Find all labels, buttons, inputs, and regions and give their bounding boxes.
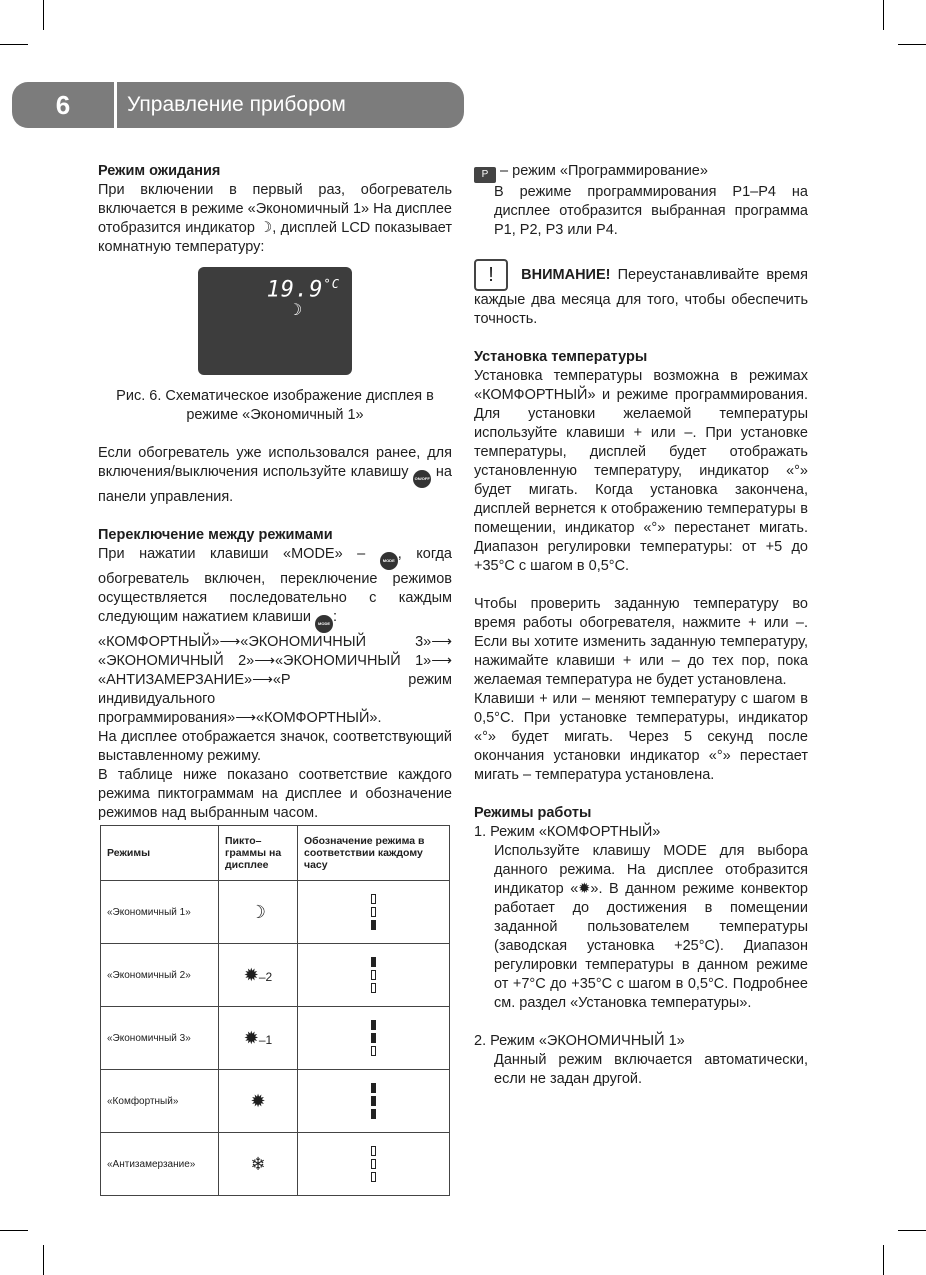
table-header: Пикто–граммы на дисплее bbox=[219, 826, 298, 881]
left-column bbox=[98, 162, 452, 823]
temp-paragraph-1: Установка температуры возможна в режимах «КОМФОРТНЫЙ» и режиме программирования. Для установки желаемой температуры используйте клавиши + или –. При установке температуры, дисплей будет отображать установленную температуру, индикатор «°» будет мигать. Когда установка закончена, дисплей вернется к отображению температуры в помещении, индикатор «°» перестанет мигать. Диапазон регулировки температуры: от +5 до +35°С с шагом в 0,5°С. bbox=[474, 368, 808, 574]
hour-bars bbox=[298, 881, 450, 944]
table-row: «Экономичный 1» ☽ bbox=[101, 881, 450, 944]
temp-paragraph-2: Чтобы проверить заданную температуру во время работы обогревателя, нажмите + или –. Если вы хотите изменить заданную температуру, нажимайте клавиши + или – до тех пор, пока желаемая температура не будет установлена. bbox=[474, 596, 808, 688]
moon-icon: ☽ bbox=[259, 220, 273, 236]
table-row: «Экономичный 3» ✹–1 bbox=[101, 1007, 450, 1070]
temp-paragraph-3: Клавиши + или – меняют температуру с шагом в 0,5°С. При установке температуры, индикатор «°» будет мигать. Через 5 секунд после окончания установки индикатор «°» перестает мигать – температура установлена. bbox=[474, 691, 808, 783]
page-title: Управление прибором bbox=[127, 93, 346, 116]
standby-text: При включении в первый раз, обогреватель включается в режиме «Экономичный 1» На дисплее отобразится индикатор ☽, дисплей LCD показывает комнатную температуру: bbox=[98, 182, 452, 255]
hour-bars bbox=[298, 1007, 450, 1070]
crop-mark bbox=[883, 1245, 884, 1275]
hour-bars bbox=[298, 1133, 450, 1196]
mode-key-icon: MODE bbox=[380, 552, 398, 570]
temp-heading: Установка температуры bbox=[474, 349, 648, 365]
used-text: Если обогреватель уже использовался ранее, для включения/выключения используйте клавишу ON/OFF на панели управления. bbox=[98, 445, 452, 505]
crop-mark bbox=[0, 1230, 28, 1231]
program-icon: P bbox=[474, 167, 496, 183]
hour-bars bbox=[298, 944, 450, 1007]
mode2-title: 2. Режим «ЭКОНОМИЧНЫЙ 1» bbox=[474, 1033, 685, 1049]
power-key-icon: ON/OFF bbox=[413, 470, 431, 488]
crop-mark bbox=[898, 1230, 926, 1231]
switch-text: При нажатии клавиши «MODE» – MODE , когда обогреватель включен, переключение режимов осуществляется последовательно с каждым следующим нажатием клавиши MODE : bbox=[98, 545, 452, 633]
mode1-title: 1. Режим «КОМФОРТНЫЙ» bbox=[474, 824, 661, 840]
mode-key-icon: MODE bbox=[315, 615, 333, 633]
figure-caption: Рис. 6. Схематическое изображение дисплея в режиме «Экономичный 1» bbox=[116, 388, 434, 423]
mode2-text: Данный режим включается автоматически, если не задан другой. bbox=[494, 1052, 808, 1087]
crop-mark bbox=[898, 44, 926, 45]
switch-text-4: В таблице ниже показано соответствие каждого режима пиктограммам на дисплее и обозначение режимов над выбранным часом. bbox=[98, 767, 452, 821]
table-row: «Экономичный 2» ✹–2 bbox=[101, 944, 450, 1007]
warning-block: ! ВНИМАНИЕ! Переустанавливайте время каждые два месяца для того, чтобы обеспечить точность. bbox=[474, 259, 808, 329]
moon-icon: ☽ bbox=[288, 302, 303, 319]
prog-detail: В режиме программирования Р1–Р4 на дисплее отобразится выбранная программа Р1, Р2, Р3 или Р4. bbox=[494, 184, 808, 238]
page-header bbox=[12, 82, 464, 128]
mode1-text: Используйте клавишу MODE для выбора данного режима. На дисплее отобразится индикатор «✹». В данном режиме конвектор работает до достижения в помещении заданной пользователем температуры (заводская установка +25°С). Диапазон регулировки температуры в данном режиме от +7°С до +35°С с шагом в 0,5°С. Подробнее см. раздел «Установка температуры». bbox=[494, 843, 808, 1011]
right-column bbox=[474, 162, 808, 1089]
moon-icon: ☽ bbox=[219, 881, 298, 944]
sun-icon: ✹ bbox=[219, 1070, 298, 1133]
modes-heading: Режимы работы bbox=[474, 805, 592, 821]
switch-text-3: На дисплее отображается значок, соответствующий выставленному режиму. bbox=[98, 729, 452, 764]
crop-mark bbox=[0, 44, 28, 45]
lcd-display-figure bbox=[198, 267, 352, 375]
table-row: «Антизамерзание» ❄ bbox=[101, 1133, 450, 1196]
switch-heading: Переключение между режимами bbox=[98, 527, 333, 543]
table-header: Обозначение режима в соответствии каждому часу bbox=[298, 826, 450, 881]
page-number: 6 bbox=[55, 89, 71, 120]
sun-icon: ✹–2 bbox=[219, 944, 298, 1007]
crop-mark bbox=[43, 0, 44, 30]
snowflake-icon: ❄ bbox=[219, 1133, 298, 1196]
hour-bars bbox=[298, 1070, 450, 1133]
prog-line: P – режим «Программирование» bbox=[474, 162, 808, 183]
crop-mark bbox=[883, 0, 884, 30]
standby-heading: Режим ожидания bbox=[98, 163, 221, 179]
sun-icon: ✹–1 bbox=[219, 1007, 298, 1070]
crop-mark bbox=[43, 1245, 44, 1275]
warning-icon: ! bbox=[474, 259, 508, 291]
lcd-temperature: $19.9^{^\circ C}$ bbox=[266, 277, 340, 303]
table-row: «Комфортный» ✹ bbox=[101, 1070, 450, 1133]
switch-sequence: «КОМФОРТНЫЙ»⟶«ЭКОНОМИЧНЫЙ 3»⟶ «ЭКОНОМИЧНЫЙ 2»⟶«ЭКОНОМИЧНЫЙ 1»⟶ «АНТИЗАМЕРЗАНИЕ»⟶«Р режим индивидуального программирования»⟶«КОМФОРТНЫЙ». bbox=[98, 634, 452, 726]
modes-table bbox=[100, 825, 450, 1196]
table-header: Режимы bbox=[101, 826, 219, 881]
